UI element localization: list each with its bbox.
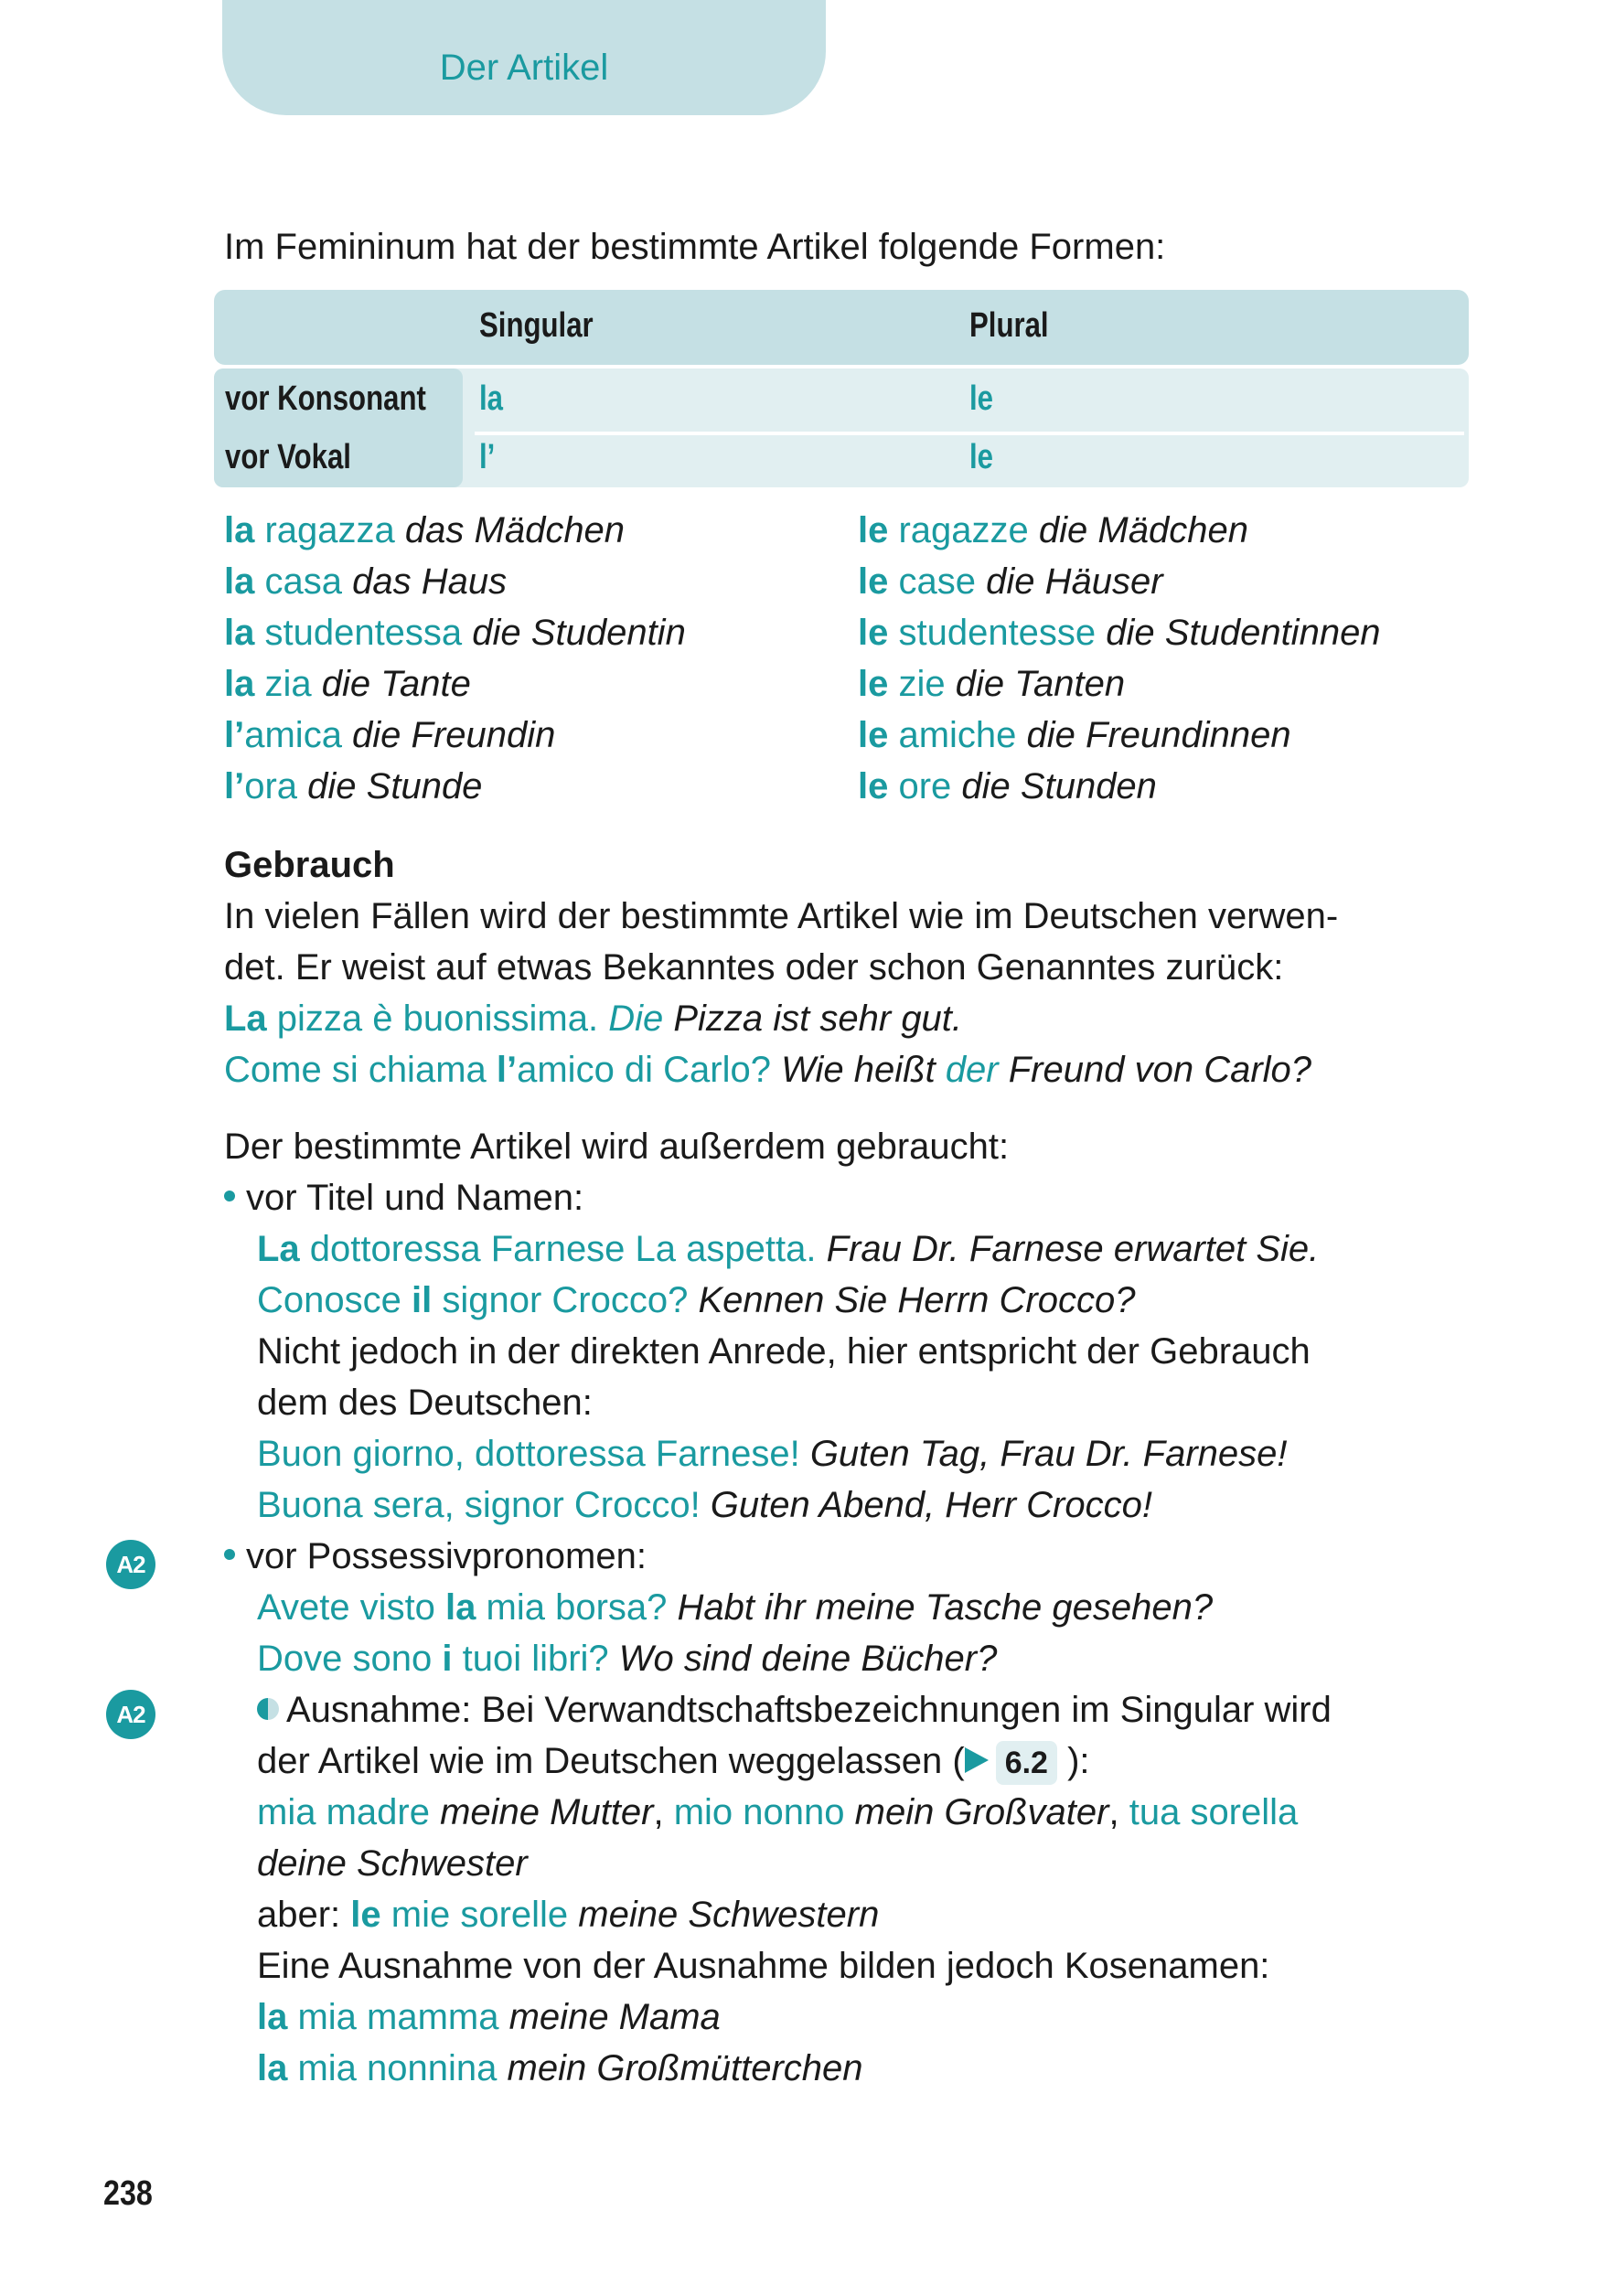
level-badge-a2: A2: [106, 1690, 155, 1739]
example-sentence: mia madre meine Mutter, mio nonno mein Großvater, tua sorella: [257, 1792, 1299, 1832]
bullet-dot-icon: [224, 1191, 235, 1201]
list-item: l’amica die Freundin: [224, 715, 556, 755]
exception-line: Ausnahme: Bei Verwandtschaftsbezeichnungen im Singular wird: [257, 1688, 1332, 1732]
bullet-item: vor Possessivpronomen:: [224, 1534, 647, 1578]
example-sentence: aber: le mie sorelle meine Schwestern: [257, 1895, 880, 1935]
section-heading: Gebrauch: [224, 845, 395, 885]
level-badge-a2: A2: [106, 1540, 155, 1589]
paragraph-line: Der bestimmte Artikel wird außerdem gebraucht:: [224, 1127, 1010, 1167]
half-circle-icon: [257, 1698, 279, 1720]
bullet-dot-icon: [224, 1549, 235, 1560]
list-item: l’ora die Stunde: [224, 766, 483, 806]
cross-reference-link[interactable]: 6.2: [996, 1741, 1057, 1785]
row-label: vor Konsonant: [225, 379, 426, 418]
list-item: la ragazza das Mädchen: [224, 510, 626, 550]
example-sentence: Buona sera, signor Crocco! Guten Abend, Herr Crocco!: [257, 1485, 1152, 1525]
cross-reference-arrow-icon: [965, 1747, 989, 1773]
example-sentence: Come si chiama l’amico di Carlo? Wie heißt der Freund von Carlo?: [224, 1050, 1312, 1090]
page-number: 238: [103, 2174, 153, 2213]
example-sentence: Buon giorno, dottoressa Farnese! Guten Tag, Frau Dr. Farnese!: [257, 1434, 1288, 1474]
list-item: le amiche die Freundinnen: [858, 715, 1291, 755]
column-header-singular: Singular: [479, 306, 594, 345]
cell-singular: la: [479, 379, 503, 418]
chapter-title: Der Artikel: [439, 48, 609, 88]
example-sentence: la mia nonnina mein Großmütterchen: [257, 2048, 863, 2088]
row-label: vor Vokal: [225, 438, 351, 476]
cell-singular: l’: [479, 438, 496, 476]
example-sentence: La dottoressa Farnese La aspetta. Frau Dr. Farnese erwartet Sie.: [257, 1229, 1320, 1269]
paragraph-line: Eine Ausnahme von der Ausnahme bilden jedoch Kosenamen:: [257, 1946, 1270, 1986]
cell-plural: le: [969, 379, 993, 418]
paragraph-line: In vielen Fällen wird der bestimmte Artikel wie im Deutschen verwen-: [224, 896, 1339, 936]
row-divider: [475, 432, 1464, 435]
column-header-plural: Plural: [969, 306, 1049, 345]
example-sentence: Avete visto la mia borsa? Habt ihr meine Tasche gesehen?: [257, 1587, 1214, 1628]
list-item: le zie die Tanten: [858, 664, 1126, 704]
chapter-header-tab: [222, 0, 826, 115]
paragraph-line: Nicht jedoch in der direkten Anrede, hier entspricht der Gebrauch: [257, 1331, 1311, 1372]
example-sentence: Dove sono i tuoi libri? Wo sind deine Bücher?: [257, 1639, 998, 1679]
list-item: la studentessa die Studentin: [224, 613, 686, 653]
list-item: le studentesse die Studentinnen: [858, 613, 1381, 653]
example-sentence: la mia mamma meine Mama: [257, 1997, 721, 2037]
example-translation: deine Schwester: [257, 1843, 528, 1884]
example-sentence: Conosce il signor Crocco? Kennen Sie Herrn Crocco?: [257, 1280, 1136, 1320]
list-item: la casa das Haus: [224, 561, 508, 602]
bullet-item: vor Titel und Namen:: [224, 1176, 583, 1220]
paragraph-line: det. Er weist auf etwas Bekanntes oder schon Genanntes zurück:: [224, 947, 1284, 988]
intro-text: Im Femininum hat der bestimmte Artikel folgende Formen:: [224, 227, 1166, 267]
list-item: le case die Häuser: [858, 561, 1163, 602]
example-sentence: La pizza è buonissima. Die Pizza ist sehr gut.: [224, 998, 963, 1039]
list-item: le ore die Stunden: [858, 766, 1157, 806]
cell-plural: le: [969, 438, 993, 476]
list-item: la zia die Tante: [224, 664, 471, 704]
article-forms-table: [214, 290, 1469, 491]
list-item: le ragazze die Mädchen: [858, 510, 1248, 550]
exception-line: der Artikel wie im Deutschen weggelassen ( 6.2 ):: [257, 1739, 1090, 1785]
paragraph-line: dem des Deutschen:: [257, 1383, 593, 1423]
table-header-row: [214, 290, 1469, 365]
